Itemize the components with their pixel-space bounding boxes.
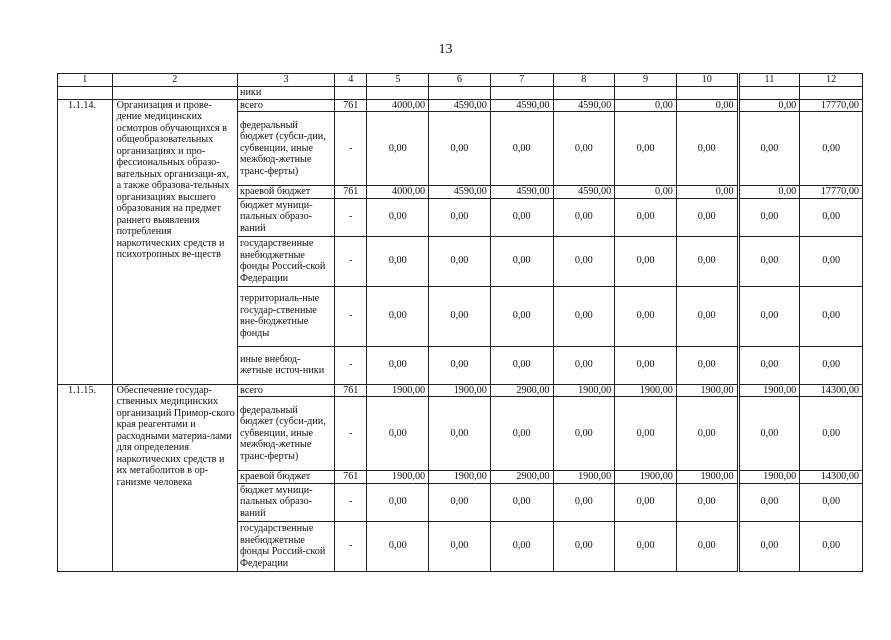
amount-cell: 17770,00 (800, 186, 863, 199)
item-name: Обеспечение государ-ственных медицинских организаций Примор-ского края реагентами и расходными материа-лами для определения наркотических средств и их метаболитов в ор-ганизме человека (112, 384, 237, 571)
source-cell: ники (238, 87, 335, 100)
amount-cell: 0,00 (490, 483, 553, 521)
amount-cell: 0,00 (738, 198, 800, 236)
amount-cell: 0,00 (738, 346, 800, 384)
budget-table (57, 73, 863, 572)
column-header: 9 (615, 74, 677, 87)
amount-cell: 4590,00 (553, 99, 615, 112)
amount-cell: 0,00 (490, 198, 553, 236)
table-row (58, 384, 863, 397)
amount-cell: 2900,00 (490, 384, 553, 397)
amount-cell: 0,00 (738, 186, 800, 199)
amount-cell: 0,00 (738, 397, 800, 471)
amount-cell: 0,00 (429, 346, 491, 384)
amount-cell: 0,00 (738, 99, 800, 112)
amount-cell: 1900,00 (676, 471, 738, 484)
amount-cell: 0,00 (800, 397, 863, 471)
amount-cell: 0,00 (676, 99, 738, 112)
budget-code: 761 (335, 384, 367, 397)
amount-cell: 1900,00 (429, 384, 491, 397)
amount-cell: 0,00 (676, 198, 738, 236)
funding-source: иные внебюд-жетные источ-ники (238, 346, 335, 384)
amount-cell: 0,00 (800, 286, 863, 346)
funding-source: краевой бюджет (238, 471, 335, 484)
amount-cell: 1900,00 (738, 384, 800, 397)
amount-cell: 0,00 (676, 112, 738, 186)
amount-cell: 0,00 (615, 286, 677, 346)
budget-code: - (335, 236, 367, 286)
amount-cell: 4000,00 (367, 186, 429, 199)
amount-cell: 17770,00 (800, 99, 863, 112)
amount-cell: 1900,00 (429, 471, 491, 484)
funding-source: краевой бюджет (238, 186, 335, 199)
amount-cell: 4590,00 (490, 186, 553, 199)
amount-cell: 0,00 (367, 112, 429, 186)
item-code: 1.1.15. (58, 384, 113, 571)
column-header: 10 (676, 74, 738, 87)
amount-cell: 0,00 (429, 286, 491, 346)
funding-source: государственные внебюджетные фонды Россий-ской Федерации (238, 236, 335, 286)
amount-cell: 4590,00 (429, 186, 491, 199)
column-header: 1 (58, 74, 113, 87)
amount-cell: 0,00 (429, 236, 491, 286)
amount-cell: 4590,00 (429, 99, 491, 112)
amount-cell: 1900,00 (367, 384, 429, 397)
budget-code: - (335, 483, 367, 521)
column-header: 6 (429, 74, 491, 87)
amount-cell: 0,00 (738, 521, 800, 571)
amount-cell: 0,00 (367, 346, 429, 384)
amount-cell: 0,00 (367, 521, 429, 571)
amount-cell: 0,00 (615, 397, 677, 471)
amount-cell: 0,00 (429, 112, 491, 186)
column-header: 11 (738, 74, 800, 87)
amount-cell: 0,00 (367, 286, 429, 346)
amount-cell: 0,00 (429, 483, 491, 521)
amount-cell: 0,00 (490, 346, 553, 384)
budget-code: - (335, 521, 367, 571)
column-header: 2 (112, 74, 237, 87)
budget-code: 761 (335, 99, 367, 112)
amount-cell: 0,00 (615, 346, 677, 384)
page-number: 13 (438, 42, 453, 57)
column-header: 12 (800, 74, 863, 87)
funding-source: федеральный бюджет (субси-дии, субвенции, иные межбюд-жетные транс-ферты) (238, 397, 335, 471)
amount-cell: 0,00 (800, 346, 863, 384)
funding-source: федеральный бюджет (субси-дии, субвенции, иные межбюд-жетные транс-ферты) (238, 112, 335, 186)
amount-cell: 0,00 (738, 483, 800, 521)
amount-cell: 0,00 (367, 198, 429, 236)
amount-cell: 1900,00 (738, 471, 800, 484)
column-header: 3 (238, 74, 335, 87)
amount-cell: 0,00 (676, 186, 738, 199)
amount-cell: 0,00 (553, 483, 615, 521)
amount-cell: 0,00 (615, 236, 677, 286)
amount-cell: 4590,00 (490, 99, 553, 112)
amount-cell: 1900,00 (615, 384, 677, 397)
amount-cell: 14300,00 (800, 471, 863, 484)
amount-cell: 0,00 (615, 112, 677, 186)
amount-cell: 0,00 (429, 198, 491, 236)
funding-source: территориаль-ные государ-ственные вне-бюджетные фонды (238, 286, 335, 346)
amount-cell: 0,00 (615, 198, 677, 236)
amount-cell: 0,00 (800, 198, 863, 236)
amount-cell: 0,00 (490, 521, 553, 571)
amount-cell: 0,00 (738, 236, 800, 286)
amount-cell: 0,00 (429, 521, 491, 571)
funding-source: бюджет муници-пальных образо-ваний (238, 198, 335, 236)
column-header: 5 (367, 74, 429, 87)
funding-source: государственные внебюджетные фонды Россий-ской Федерации (238, 521, 335, 571)
continuation-row (58, 87, 863, 100)
amount-cell: 1900,00 (615, 471, 677, 484)
amount-cell: 0,00 (615, 483, 677, 521)
amount-cell: 0,00 (615, 521, 677, 571)
amount-cell: 0,00 (553, 112, 615, 186)
amount-cell: 2900,00 (490, 471, 553, 484)
column-number-row (58, 74, 863, 87)
budget-code: - (335, 346, 367, 384)
column-header: 8 (553, 74, 615, 87)
amount-cell: 1900,00 (553, 471, 615, 484)
amount-cell: 0,00 (615, 99, 677, 112)
budget-code: 761 (335, 471, 367, 484)
amount-cell: 0,00 (490, 397, 553, 471)
amount-cell: 0,00 (676, 397, 738, 471)
amount-cell: 0,00 (738, 112, 800, 186)
amount-cell: 0,00 (676, 236, 738, 286)
item-code: 1.1.14. (58, 99, 113, 384)
amount-cell: 0,00 (490, 286, 553, 346)
amount-cell: 0,00 (676, 346, 738, 384)
amount-cell: 0,00 (800, 483, 863, 521)
table-row (58, 99, 863, 112)
budget-code: - (335, 198, 367, 236)
amount-cell: 14300,00 (800, 384, 863, 397)
amount-cell: 4590,00 (553, 186, 615, 199)
funding-source: бюджет муници-пальных образо-ваний (238, 483, 335, 521)
amount-cell: 0,00 (429, 397, 491, 471)
amount-cell: 0,00 (490, 112, 553, 186)
budget-code: 761 (335, 186, 367, 199)
budget-code: - (335, 286, 367, 346)
amount-cell: 4000,00 (367, 99, 429, 112)
amount-cell: 0,00 (615, 186, 677, 199)
amount-cell: 0,00 (676, 483, 738, 521)
amount-cell: 0,00 (800, 236, 863, 286)
column-header: 4 (335, 74, 367, 87)
amount-cell: 0,00 (553, 346, 615, 384)
amount-cell: 1900,00 (367, 471, 429, 484)
amount-cell: 0,00 (800, 521, 863, 571)
amount-cell: 0,00 (800, 112, 863, 186)
funding-source: всего (238, 99, 335, 112)
amount-cell: 0,00 (676, 521, 738, 571)
amount-cell: 0,00 (676, 286, 738, 346)
amount-cell: 0,00 (553, 521, 615, 571)
budget-code: - (335, 112, 367, 186)
amount-cell: 0,00 (553, 286, 615, 346)
amount-cell: 1900,00 (553, 384, 615, 397)
amount-cell: 0,00 (367, 483, 429, 521)
amount-cell: 0,00 (490, 236, 553, 286)
amount-cell: 0,00 (553, 397, 615, 471)
item-name: Организация и прове-дение медицинских осмотров обучающихся в общеобразовательных организациях и про-фессиональных образо-вательных организаци-ях, а также образова-тельных организациях высшего образования на предмет раннего выявления потребления наркотических средств и психотропных ве-ществ (112, 99, 237, 384)
amount-cell: 0,00 (553, 236, 615, 286)
column-header: 7 (490, 74, 553, 87)
amount-cell: 1900,00 (676, 384, 738, 397)
amount-cell: 0,00 (553, 198, 615, 236)
budget-code: - (335, 397, 367, 471)
amount-cell: 0,00 (738, 286, 800, 346)
amount-cell: 0,00 (367, 236, 429, 286)
funding-source: всего (238, 384, 335, 397)
amount-cell: 0,00 (367, 397, 429, 471)
